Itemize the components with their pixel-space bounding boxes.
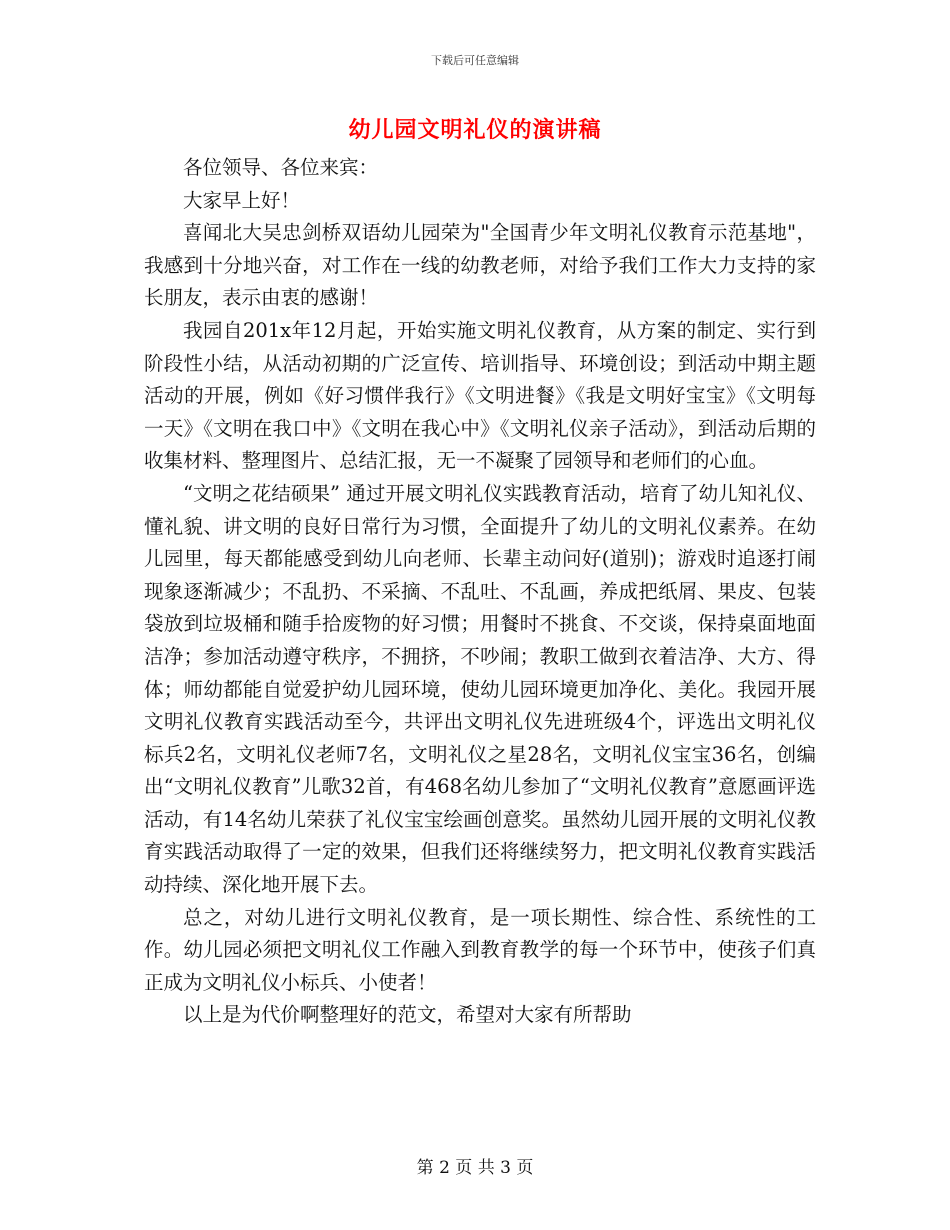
- page-number: 第 2 页 共 3 页: [416, 1158, 534, 1178]
- paragraph-conclusion: 总之，对幼儿进行文明礼仪教育，是一项长期性、综合性、系统性的工作。幼儿园必须把文明礼仪工作融入到教育教学的每一个环节中，使孩子们真正成为文明礼仪小标兵、小使者！: [144, 905, 816, 994]
- paragraph-morning: 大家早上好！: [183, 188, 301, 212]
- paragraph-implementation: 我园自201x年12月起，开始实施文明礼仪教育，从方案的制定、实行到阶段性小结，从活动初期的广泛宣传、培训指导、环境创设；到活动中期主题活动的开展，例如《好习惯伴我行》《文明进餐》《我是文明好宝宝》《文明每一天》《文明在我口中》《文明在我心中》《文明礼仪亲子活动》，到活动后期的收集材料、整理图片、总结汇报，无一不凝聚了园领导和老师们的心血。: [144, 318, 816, 473]
- paragraph-results: “文明之花结硕果” 通过开展文明礼仪实践教育活动，培育了幼儿知礼仪、懂礼貌、讲文明的良好日常行为习惯，全面提升了幼儿的文明礼仪素养。在幼儿园里，每天都能感受到幼儿向老师、长辈主动问好(道别)；游戏时追逐打闹现象逐渐减少；不乱扔、不采摘、不乱吐、不乱画，养成把纸屑、果皮、包装袋放到垃圾桶和随手拾废物的好习惯；用餐时不挑食、不交谈，保持桌面地面洁净；参加活动遵守秩序，不拥挤，不吵闹；教职工做到衣着洁净、大方、得体；师幼都能自觉爱护幼儿园环境，使幼儿园环境更加净化、美化。我园开展文明礼仪教育实践活动至今，共评出文明礼仪先进班级4个，评选出文明礼仪标兵2名，文明礼仪老师7名，文明礼仪之星28名，文明礼仪宝宝36名，创编出“文明礼仪教育”儿歌32首，有468名幼儿参加了“文明礼仪教育”意愿画评选活动，有14名幼儿荣获了礼仪宝宝绘画创意奖。虽然幼儿园开展的文明礼仪教育实践活动取得了一定的效果，但我们还将继续努力，把文明礼仪教育实践活动持续、深化地开展下去。: [144, 481, 816, 897]
- paragraph-greeting: 各位领导、各位来宾：: [183, 156, 379, 179]
- document-title: 幼儿园文明礼仪的演讲稿: [348, 117, 602, 143]
- paragraph-closing-note: 以上是为代价啊整理好的范文，希望对大家有所帮助: [183, 1003, 632, 1027]
- document-body: [144, 152, 816, 1032]
- header-note: 下载后可任意编辑: [431, 54, 519, 67]
- paragraph-honor: 喜闻北大吴忠剑桥双语幼儿园荣为"全国青少年文明礼仪教育示范基地"，我感到十分地兴奋，对工作在一线的幼教老师，对给予我们工作大力支持的家长朋友，表示由衷的感谢！: [144, 221, 816, 310]
